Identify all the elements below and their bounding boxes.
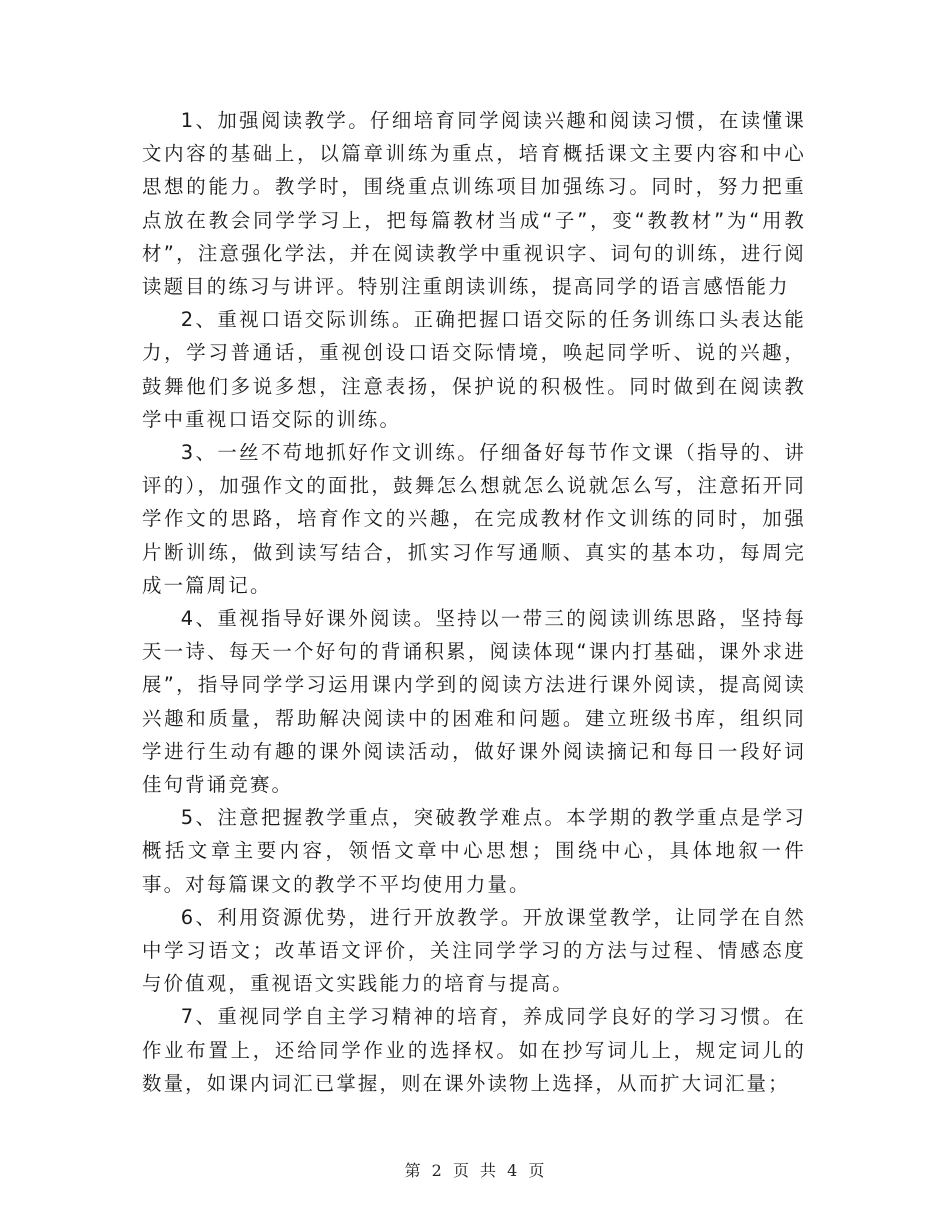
- paragraph-3: 3、一丝不苟地抓好作文训练。仔细备好每节作文课（指导的、讲评的），加强作文的面批，鼓舞怎么想就怎么说就怎么写，注意拓开同学作文的思路，培育作文的兴趣，在完成教材作文训练的同时，加强片断训练，做到读写结合，抓实习作写通顺、真实的基本功，每周完成一篇周记。: [142, 441, 806, 597]
- paragraph-7: 7、重视同学自主学习精神的培育，养成同学良好的学习习惯。在作业布置上，还给同学作业的选择权。如在抄写词儿上，规定词儿的数量，如课内词汇已掌握，则在课外读物上选择，从而扩大词汇量；: [142, 1005, 806, 1095]
- page-number-footer: 第 2 页 共 4 页: [404, 1161, 546, 1180]
- paragraph-4: 4、重视指导好课外阅读。坚持以一带三的阅读训练思路，坚持每天一诗、每天一个好句的背诵积累，阅读体现“课内打基础，课外求进展”，指导同学学习运用课内学到的阅读方法进行课外阅读，提高阅读兴趣和质量，帮助解决阅读中的困难和问题。建立班级书库，组织同学进行生动有趣的课外阅读活动，做好课外阅读摘记和每日一段好词佳句背诵竞赛。: [142, 607, 806, 797]
- paragraph-5: 5、注意把握教学重点，突破教学难点。本学期的教学重点是学习概括文章主要内容，领悟文章中心思想；围绕中心，具体地叙一件事。对每篇课文的教学不平均使用力量。: [142, 806, 806, 896]
- paragraph-2: 2、重视口语交际训练。正确把握口语交际的任务训练口头表达能力，学习普通话，重视创设口语交际情境，唤起同学听、说的兴趣，鼓舞他们多说多想，注意表扬，保护说的积极性。同时做到在阅读教学中重视口语交际的训练。: [142, 308, 806, 431]
- paragraph-1: 1、加强阅读教学。仔细培育同学阅读兴趣和阅读习惯，在读懂课文内容的基础上，以篇章训练为重点，培育概括课文主要内容和中心思想的能力。教学时，围绕重点训练项目加强练习。同时，努力把重点放在教会同学学习上，把每篇教材当成“子”，变“教教材”为“用教材”，注意强化学法，并在阅读教学中重视识字、词句的训练，进行阅读题目的练习与讲评。特别注重朗读训练，提高同学的语言感悟能力: [142, 109, 806, 299]
- document-body: [142, 104, 806, 1100]
- paragraph-6: 6、利用资源优势，进行开放教学。开放课堂教学，让同学在自然中学习语文；改革语文评价，关注同学学习的方法与过程、情感态度与价值观，重视语文实践能力的培育与提高。: [142, 905, 806, 996]
